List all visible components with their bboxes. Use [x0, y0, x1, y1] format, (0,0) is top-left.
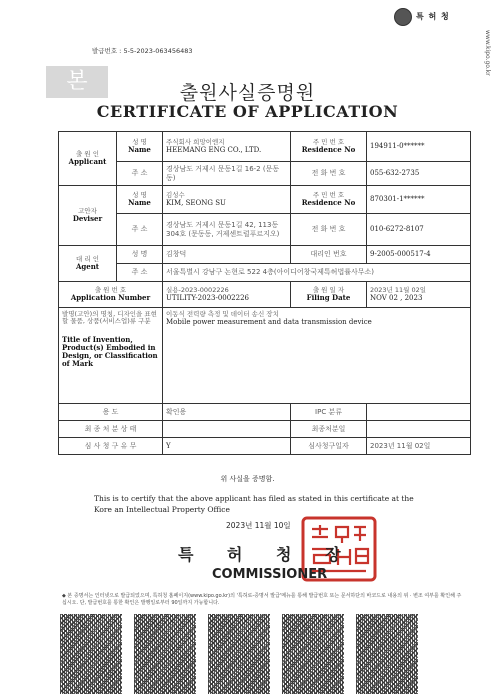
final-status-label: 최 종 처 분 상 태	[59, 421, 163, 438]
applicant-name: 주식회사 희망이엔지 HEEMANG ENG CO., LTD.	[163, 132, 291, 162]
invention-title-label: 발명(고안)의 명칭, 디자인을 표현할 물품, 상품(서비스업)류 구분 Title of Invention, Product(s) Embodied in Design, or Classification of Mark	[59, 308, 163, 404]
applicant-name-label: 성 명 Name	[117, 132, 163, 162]
agent-code-label: 대리인 번호	[291, 246, 367, 264]
applicant-resno-label: 주 민 번 호 Residence No	[291, 132, 367, 162]
agent-name: 김창덕	[163, 246, 291, 264]
footer-note: ◆ 본 증명서는 인터넷으로 발급되었으며, 특허청 홈페이지(www.kipo.go.kr)의 '특허로-증명서 발급'메뉴를 통해 발급번호 또는 문서하단의 바코드로 내용의 위 · 변조 여부를 확인해 주십시오. 단, 발급번호를 통한 확인은 발행일로부터 90일까지 가능합니다.	[62, 593, 462, 606]
filing-date-label: 출 원 일 자 Filing Date	[291, 282, 367, 308]
logo-text: 특 허 청	[416, 12, 450, 21]
deviser-phone: 010-6272-8107	[367, 214, 471, 246]
applicant-address: 경상남도 거제시 문동1길 16-2 (문동동)	[163, 162, 291, 186]
certificate-table	[58, 131, 471, 455]
application-number: 실용-2023-0002226 UTILITY-2023-0002226	[163, 282, 291, 308]
kipo-emblem-icon	[394, 8, 412, 26]
application-number-label: 출 원 번 호 Application Number	[59, 282, 163, 308]
deviser-resno-label: 주 민 번 호 Residence No	[291, 186, 367, 214]
ipc-label: IPC 분류	[291, 404, 367, 421]
final-date-label: 최종처분일	[291, 421, 367, 438]
commissioner-korean: 특 허 청 장	[178, 545, 355, 564]
agent-address: 서울특별시 강남구 논현로 522 4층(아이디어창국제특허법률사무소)	[163, 264, 471, 282]
exam-request-value: Y	[163, 438, 291, 455]
deviser-name: 김성수 KIM, SEONG SU	[163, 186, 291, 214]
certify-statement-english: This is to certify that the above applicant has filed as stated in this certificate at the Kore an Intellectual Property Office	[94, 494, 414, 514]
deviser-address-label: 주 소	[117, 214, 163, 246]
use-label: 용 도	[59, 404, 163, 421]
original-copy-stamp: 본	[46, 66, 108, 98]
verification-barcode-1	[60, 614, 122, 694]
invention-title: 이동식 전력량 측정 및 데이터 송신 장치 Mobile power measurement and data transmission device	[163, 308, 471, 404]
commissioner-english: COMMISSIONER	[212, 567, 328, 582]
ipc-value	[367, 404, 471, 421]
issue-date: 2023년 11월 10일	[226, 521, 291, 530]
kipo-logo	[394, 8, 464, 26]
final-status-value	[163, 421, 291, 438]
use-value: 확인용	[163, 404, 291, 421]
applicant-address-label: 주 소	[117, 162, 163, 186]
deviser-phone-label: 전 화 번 호	[291, 214, 367, 246]
applicant-label: 출 원 인 Applicant	[59, 132, 117, 186]
certify-statement-korean: 위 사실을 증명함.	[220, 475, 275, 483]
agent-address-label: 주 소	[117, 264, 163, 282]
verification-barcode-2	[134, 614, 196, 694]
filing-date: 2023년 11월 02일 NOV 02 , 2023	[367, 282, 471, 308]
exam-date-label: 심사청구일자	[291, 438, 367, 455]
applicant-phone: 055-632-2735	[367, 162, 471, 186]
agent-name-label: 성 명	[117, 246, 163, 264]
title-english: CERTIFICATE OF APPLICATION	[96, 102, 399, 121]
deviser-label: 고안자 Deviser	[59, 186, 117, 246]
deviser-name-label: 성 명 Name	[117, 186, 163, 214]
verification-barcode-4	[282, 614, 344, 694]
final-date-value	[367, 421, 471, 438]
verification-barcode-5	[356, 614, 418, 694]
exam-date-value: 2023년 11월 02일	[367, 438, 471, 455]
deviser-address: 경상남도 거제시 문동1길 42, 113동 304호 (문동동, 거제센트럴푸르지오)	[163, 214, 291, 246]
exam-request-label: 심 사 청 구 유 무	[59, 438, 163, 455]
deviser-resno: 870301-1******	[367, 186, 471, 214]
title-korean: 출원사실증명원	[179, 82, 316, 104]
applicant-resno: 194911-0******	[367, 132, 471, 162]
side-url: www.kipo.go.kr	[484, 30, 491, 76]
agent-label: 대 리 인 Agent	[59, 246, 117, 282]
applicant-phone-label: 전 화 번 호	[291, 162, 367, 186]
issue-number: 발급번호 : 5-5-2023-063456483	[92, 47, 193, 55]
verification-barcode-3	[208, 614, 270, 694]
agent-code: 9-2005-000517-4	[367, 246, 471, 264]
